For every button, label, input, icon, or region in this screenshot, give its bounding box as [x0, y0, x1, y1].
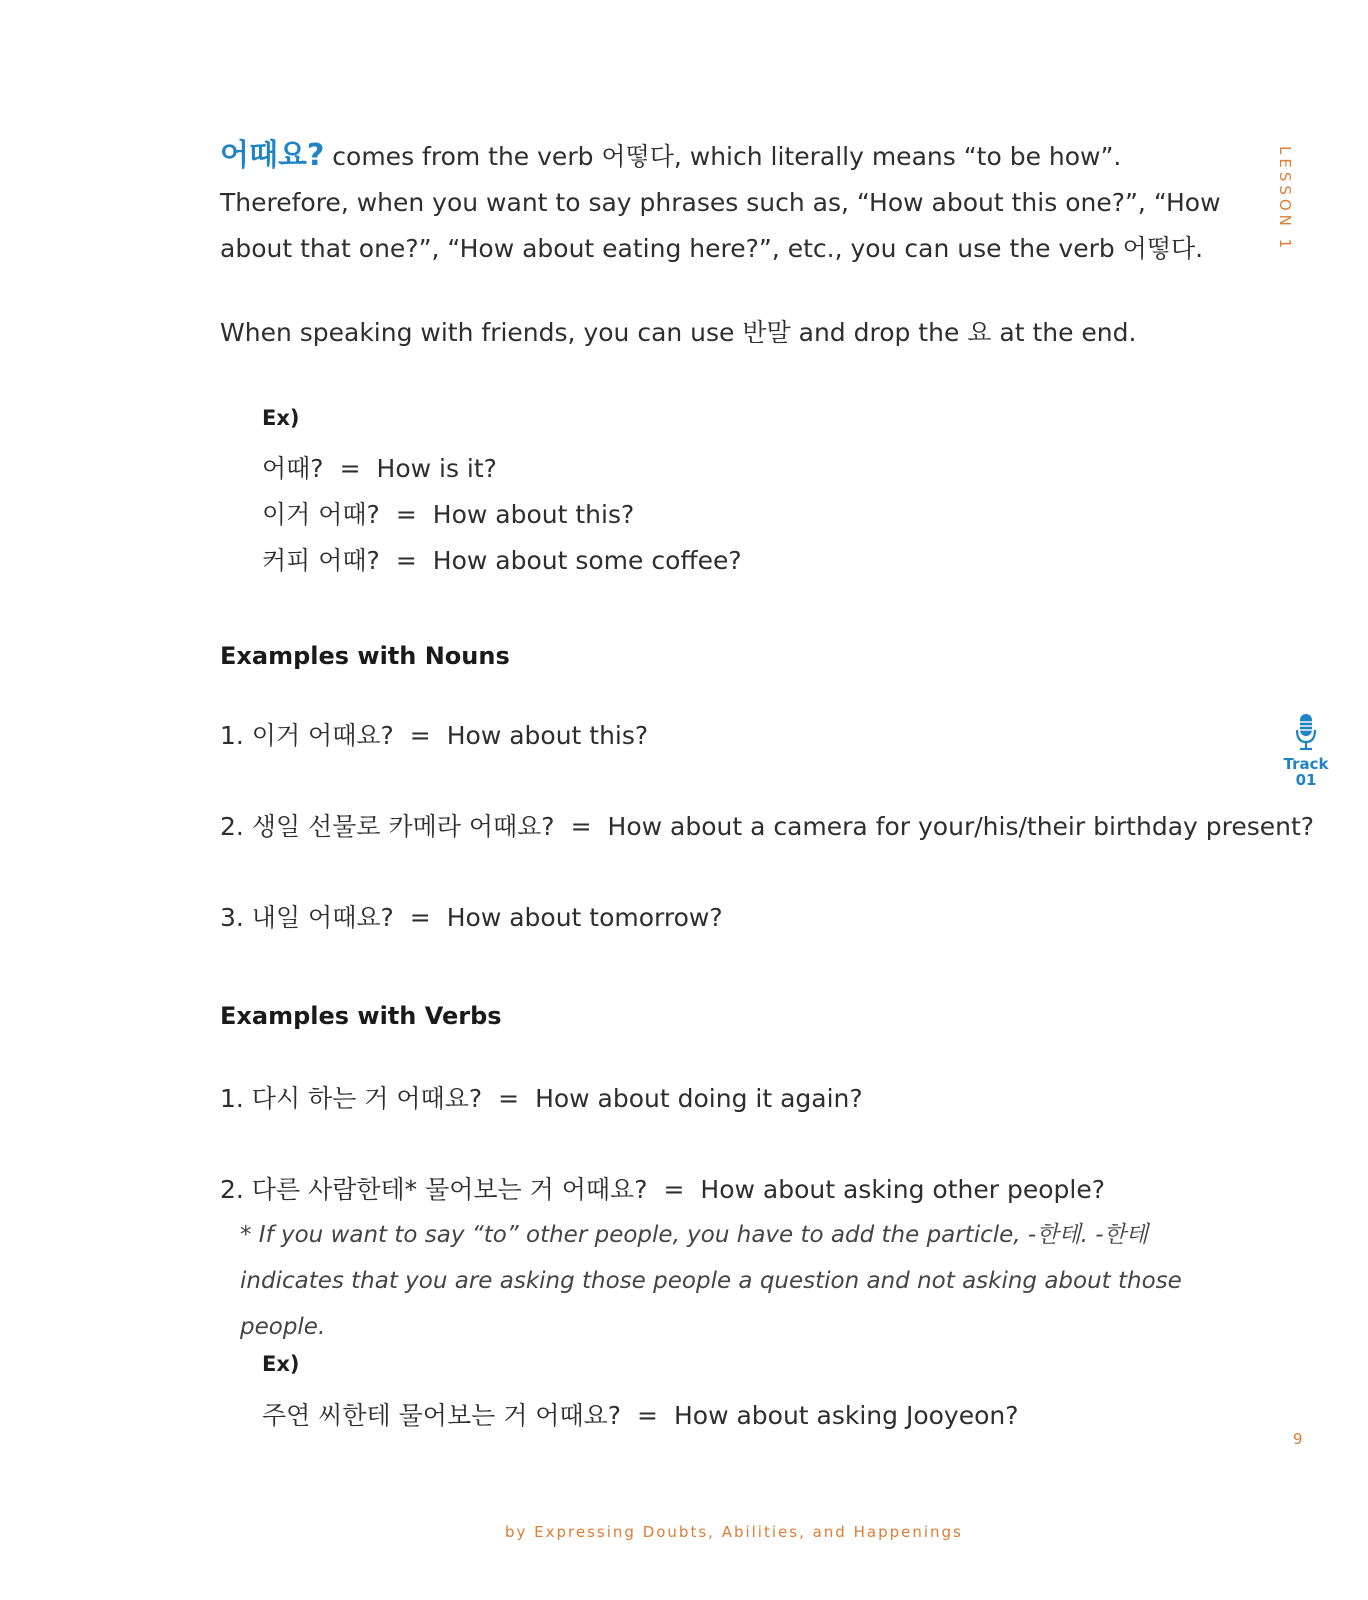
equals-sign: =: [395, 500, 417, 529]
equals-sign: =: [409, 721, 431, 750]
intro-paragraph: [220, 133, 1240, 272]
korean-phrase: 2. 생일 선물로 카메라 어때요?: [220, 812, 555, 841]
english-translation: How about asking Jooyeon?: [673, 1401, 1019, 1430]
list-item: [220, 895, 723, 941]
english-translation: How is it?: [376, 454, 497, 483]
list-item: [220, 1167, 1105, 1213]
equals-sign: =: [339, 454, 361, 483]
english-translation: How about asking other people?: [700, 1175, 1105, 1204]
english-translation: How about this?: [446, 721, 649, 750]
intro-text: comes from the verb 어떻다, which literally means “to be how”. Therefore, when you want to say phrases such as, “How about this one?”, “How about that one?”, “How about eating here?”, etc., you can use the verb 어떻다.: [220, 142, 1221, 263]
korean-phrase: 이거 어때?: [262, 500, 380, 529]
track-label: Track: [1283, 755, 1329, 773]
track-badge[interactable]: [1276, 712, 1336, 788]
korean-phrase: 커피 어때?: [262, 546, 380, 575]
footnote: * If you want to say “to” other people, you have to add the particle, -한테. -한테 indicates that you are asking those people a question and not asking about those people.: [240, 1222, 1182, 1340]
english-translation: How about a camera for your/his/their birthday present?: [607, 812, 1315, 841]
footer-text: by Expressing Doubts, Abilities, and Happenings: [505, 1523, 963, 1541]
section-heading-verbs: Examples with Verbs: [220, 1002, 502, 1030]
example-line: [262, 492, 634, 538]
equals-sign: =: [498, 1084, 520, 1113]
example-line: [262, 538, 742, 584]
banmal-note: When speaking with friends, you can use 반말 and drop the 요 at the end.: [220, 318, 1137, 347]
equals-sign: =: [637, 1401, 658, 1430]
english-translation: How about this?: [432, 500, 635, 529]
equals-sign: =: [409, 903, 431, 932]
korean-phrase: 1. 다시 하는 거 어때요?: [220, 1084, 483, 1113]
page-number: 9: [1293, 1430, 1303, 1448]
example-line: [262, 446, 497, 492]
example-label: Ex): [262, 1352, 300, 1376]
korean-phrase: 2. 다른 사람한테* 물어보는 거 어때요?: [220, 1175, 648, 1204]
equals-sign: =: [570, 812, 592, 841]
korean-phrase: 1. 이거 어때요?: [220, 721, 394, 750]
list-item: [220, 804, 1314, 850]
lesson-label: LESSON 1: [1276, 146, 1294, 253]
equals-sign: =: [663, 1175, 685, 1204]
english-translation: How about doing it again?: [535, 1084, 863, 1113]
section-heading-nouns: Examples with Nouns: [220, 642, 510, 670]
track-number: 01: [1295, 771, 1317, 789]
example-label: Ex): [262, 406, 300, 430]
example-line: [262, 1393, 1019, 1439]
equals-sign: =: [395, 546, 417, 575]
english-translation: How about tomorrow?: [446, 903, 723, 932]
list-item: [220, 1076, 863, 1122]
list-item: [220, 713, 648, 759]
korean-phrase: 어때?: [262, 454, 324, 483]
korean-phrase: 3. 내일 어때요?: [220, 903, 394, 932]
microphone-icon: [1276, 712, 1336, 756]
intro-highlight: 어때요?: [220, 138, 325, 173]
korean-phrase: 주연 씨한테 물어보는 거 어때요?: [262, 1401, 622, 1430]
english-translation: How about some coffee?: [432, 546, 742, 575]
